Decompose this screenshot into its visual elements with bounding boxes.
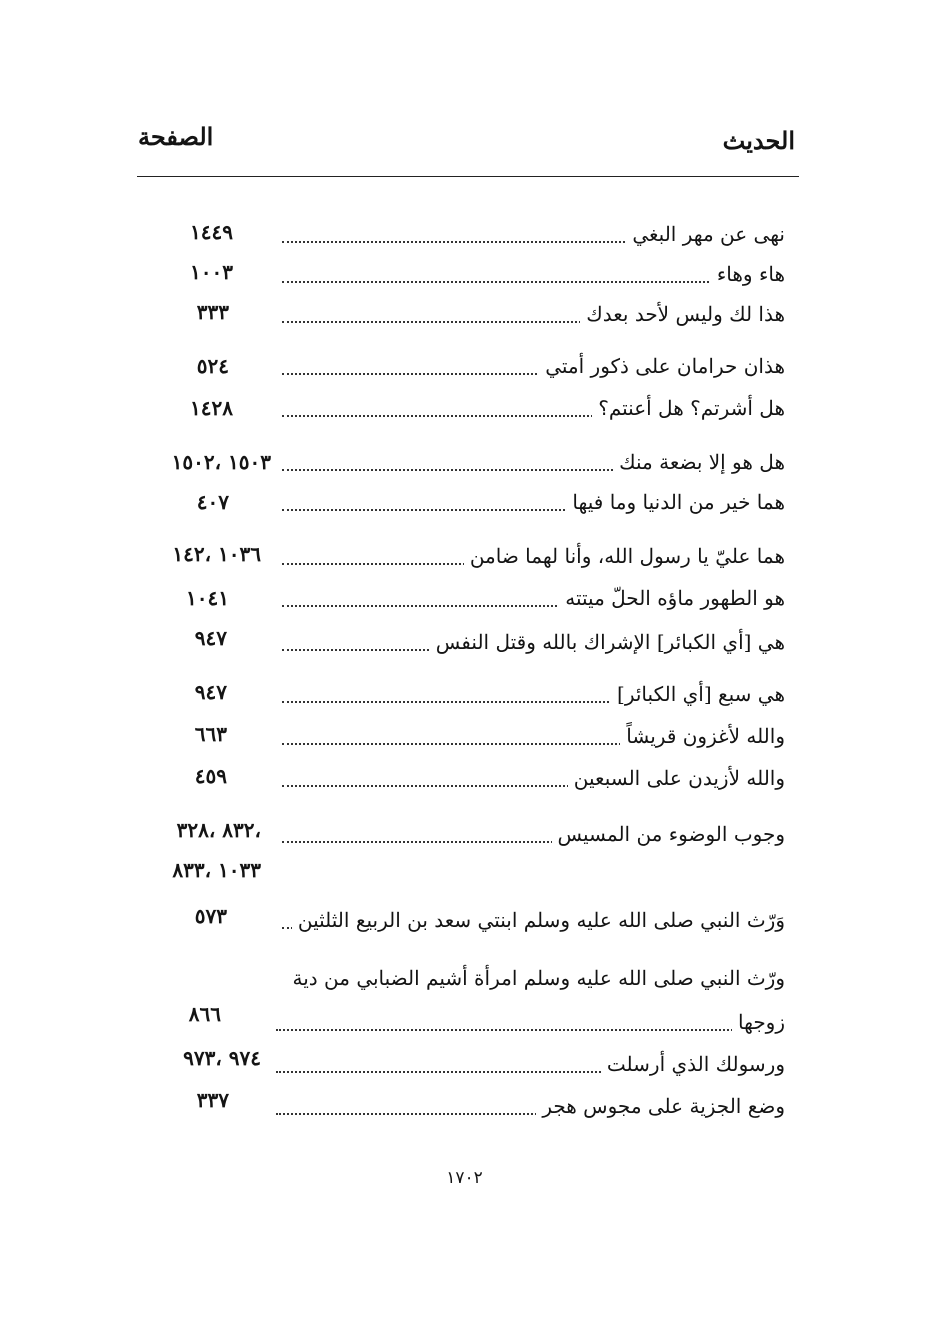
index-entry [282,222,785,258]
page-reference: ٣٣٣ [196,300,229,324]
hadith-text: هو الطهور ماؤه الحلّ ميتته [559,586,785,610]
index-entry-line2 [276,1010,785,1046]
hadith-text: ورّث النبي صلى الله عليه وسلم امرأة أشيم الضبابي من دية [286,966,785,990]
index-entry [282,354,785,390]
page-reference: ٥٧٣ [194,904,227,928]
page-reference: ٥٢٤ [196,354,229,378]
page-reference: ٩٤٧ [194,680,227,704]
hadith-text: نهى عن مهر البغي [626,222,785,246]
index-entry [282,544,785,580]
page-reference: ٤٥٩ [194,764,227,788]
index-entry [276,1052,785,1088]
index-entry [276,1094,785,1130]
index-entry [282,586,785,622]
index-entry-line1 [282,966,785,1002]
index-entry [282,302,785,338]
page-reference: ،٨٣٢ ،٣٢٨ [176,818,261,842]
index-entry [282,630,785,666]
hadith-text: والله لأزيدن على السبعين [568,766,785,790]
index-entry [282,766,785,802]
page-reference: ٩٧٤ ،٩٧٣ [183,1046,261,1070]
page-reference: ٤٠٧ [196,490,229,514]
index-entry [282,682,785,718]
hadith-text: والله لأغزون قريشاً [620,724,785,748]
hadith-text: هل هو إلا بضعة منك [613,450,785,474]
index-entry [282,908,785,944]
hadith-text: هي [أي الكبائر] الإشراك بالله وقتل النفس [430,630,785,654]
index-entry [282,724,785,760]
hadith-text: هي سبع [أي الكبائر] [611,682,785,706]
page-reference: ٦٦٣ [194,722,227,746]
hadith-text: هذا لك وليس لأحد بعدك [580,302,785,326]
index-entry [282,450,785,486]
hadith-text: هما عليّ يا رسول الله، وأنا لهما ضامن [464,544,785,568]
index-entry [282,822,785,858]
hadith-text: هما خير من الدنيا وما فيها [566,490,785,514]
page-column-header: الصفحة [138,122,214,151]
hadith-text: هل أشرتم؟ هل أعنتم؟ [592,396,785,420]
page-reference: ٩٤٧ [194,626,227,650]
page-reference: ٨٦٦ [188,1002,221,1026]
index-entry [282,262,785,298]
page-number: ١٧٠٢ [446,1168,483,1188]
hadith-text: وضع الجزية على مجوس هجر [536,1094,785,1118]
page-reference-continued: ١٠٣٣ ،٨٣٣ [172,858,261,882]
hadith-text: وَرّث النبي صلى الله عليه وسلم ابنتي سعد بن الربيع الثلثين [292,908,785,932]
hadith-text-continued: زوجها [732,1010,785,1034]
hadith-text: هذان حرامان على ذكور أمتي [539,354,785,378]
page-reference: ٣٣٧ [196,1088,229,1112]
index-entry [282,396,785,432]
page-reference: ١٤٤٩ [190,220,233,244]
hadith-text: هاء وهاء [711,262,785,286]
hadith-text: ورسولك الذي أرسلت [601,1052,785,1076]
hadith-text: وجوب الوضوء من المسيس [552,822,785,846]
page-reference: ١٠٤١ [186,586,229,610]
page-reference: ١٤٢٨ [190,396,233,420]
page-reference: ١٠٠٣ [190,260,233,284]
hadith-column-header: الحديث [722,126,795,155]
page-reference: ١٥٠٣ ،١٥٠٢ [171,450,271,474]
page-reference: ١٠٣٦ ،١٤٢ [172,542,261,566]
index-entry [282,490,785,526]
